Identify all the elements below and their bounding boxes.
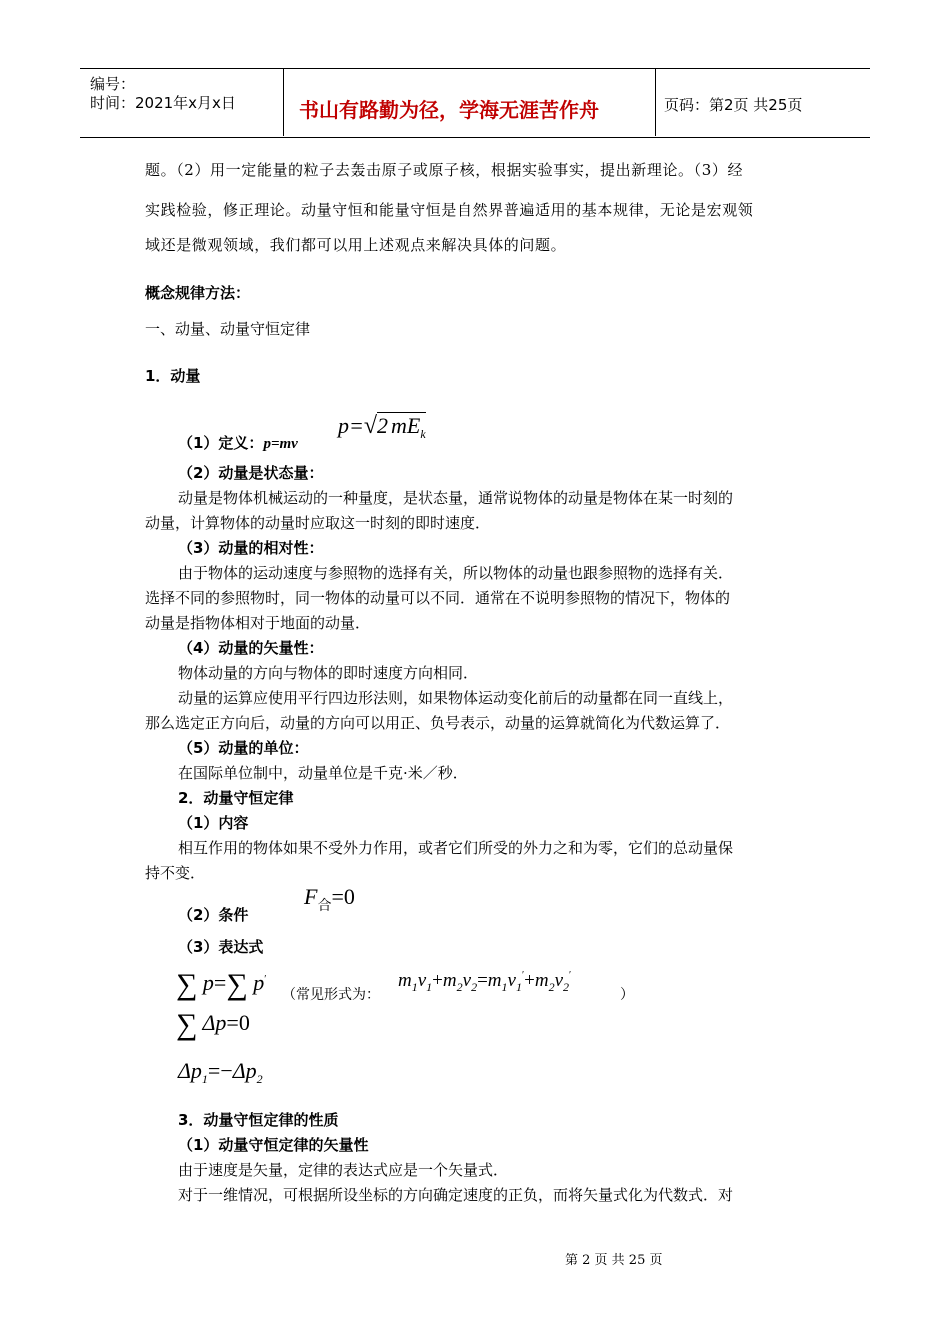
intro-line: 题。（2）用一定能量的粒子去轰击原子或原子核，根据实验事实，提出新理论。（3）经 <box>145 161 744 179</box>
formula-momentum-energy: p=√2 $mE_k$ <box>338 413 426 441</box>
page-footer: 第 2 页 共 25 页 <box>565 1253 663 1268</box>
header-divider <box>283 68 284 136</box>
code-label: 编号： <box>90 75 136 93</box>
intro-line: 实践检验，修正理论。动量守恒和能量守恒是自然界普遍适用的基本规律，无论是宏观领 <box>145 201 754 219</box>
heading-momentum: 1．动量 <box>145 367 201 385</box>
page-info: 页码：第2页 共25页 <box>664 96 803 114</box>
relativity-text: 由于物体的运动速度与参照物的选择有关，所以物体的动量也跟参照物的选择有关． <box>178 564 734 582</box>
expression-common-label: （常见形式为： <box>282 987 380 1003</box>
motto: 书山有路勤为径，学海无涯苦作舟 <box>299 98 599 122</box>
relativity-text: 动量是指物体相对于地面的动量． <box>145 614 371 632</box>
part1-title: 一、动量、动量守恒定律 <box>145 320 311 338</box>
time-label: 时间：2021年x月x日 <box>90 94 236 112</box>
unit-text: 在国际单位制中，动量单位是千克·米／秒． <box>178 764 468 782</box>
formula-two-body: $m_1v_1+m_2v_2=m_1v_1'+m_2v_2'$ <box>398 970 572 994</box>
content-text: 相互作用的物体如果不受外力作用，或者它们所受的外力之和为零，它们的总动量保 <box>178 839 734 857</box>
state-text: 动量是物体机械运动的一种量度，是状态量，通常说物体的动量是物体在某一时刻的 <box>178 489 734 507</box>
expression-close: ） <box>620 987 634 1003</box>
concepts-title: 概念规律方法： <box>145 284 251 302</box>
vector-property-text: 对于一维情况，可根据所设坐标的方向确定速度的正负，而将矢量式化为代数式．对 <box>178 1186 734 1204</box>
condition-label: （2）条件 <box>178 906 249 924</box>
state-label: （2）动量是状态量： <box>178 464 324 482</box>
content-label: （1）内容 <box>178 814 249 832</box>
formula-sum-delta: ∑ Δp=0 <box>176 1008 250 1041</box>
expression-label: （3）表达式 <box>178 938 264 956</box>
vector-property-label: （1）动量守恒定律的矢量性 <box>178 1136 369 1154</box>
vector-text: 那么选定正方向后，动量的方向可以用正、负号表示，动量的运算就简化为代数运算了． <box>145 714 731 732</box>
formula-condition: $F_合=0$ <box>304 884 355 914</box>
heading-properties: 3．动量守恒定律的性质 <box>178 1111 339 1129</box>
state-text: 动量，计算物体的动量时应取这一时刻的即时速度． <box>145 514 491 532</box>
vector-label: （4）动量的矢量性： <box>178 639 324 657</box>
vector-property-text: 由于速度是矢量，定律的表达式应是一个矢量式． <box>178 1161 509 1179</box>
definition-formula: p=mv <box>263 436 298 452</box>
formula-delta-pair: $\Delta p_1=-\Delta p_2$ <box>178 1058 263 1086</box>
vector-text: 物体动量的方向与物体的即时速度方向相同． <box>178 664 479 682</box>
relativity-text: 选择不同的参照物时，同一物体的动量可以不同．通常在不说明参照物的情况下，物体的 <box>145 589 731 607</box>
definition-label: （1）定义： <box>178 434 264 452</box>
header-divider <box>655 68 656 136</box>
definition-line <box>178 436 298 452</box>
intro-line: 域还是微观领域，我们都可以用上述观点来解决具体的问题。 <box>145 236 567 254</box>
relativity-label: （3）动量的相对性： <box>178 539 324 557</box>
vector-text: 动量的运算应使用平行四边形法则，如果物体运动变化前后的动量都在同一直线上， <box>178 689 734 707</box>
content-text: 持不变． <box>145 864 206 882</box>
unit-label: （5）动量的单位： <box>178 739 309 757</box>
heading-conservation: 2．动量守恒定律 <box>178 789 294 807</box>
formula-sum-momentum: ∑ p=∑ p′ <box>176 968 267 1001</box>
